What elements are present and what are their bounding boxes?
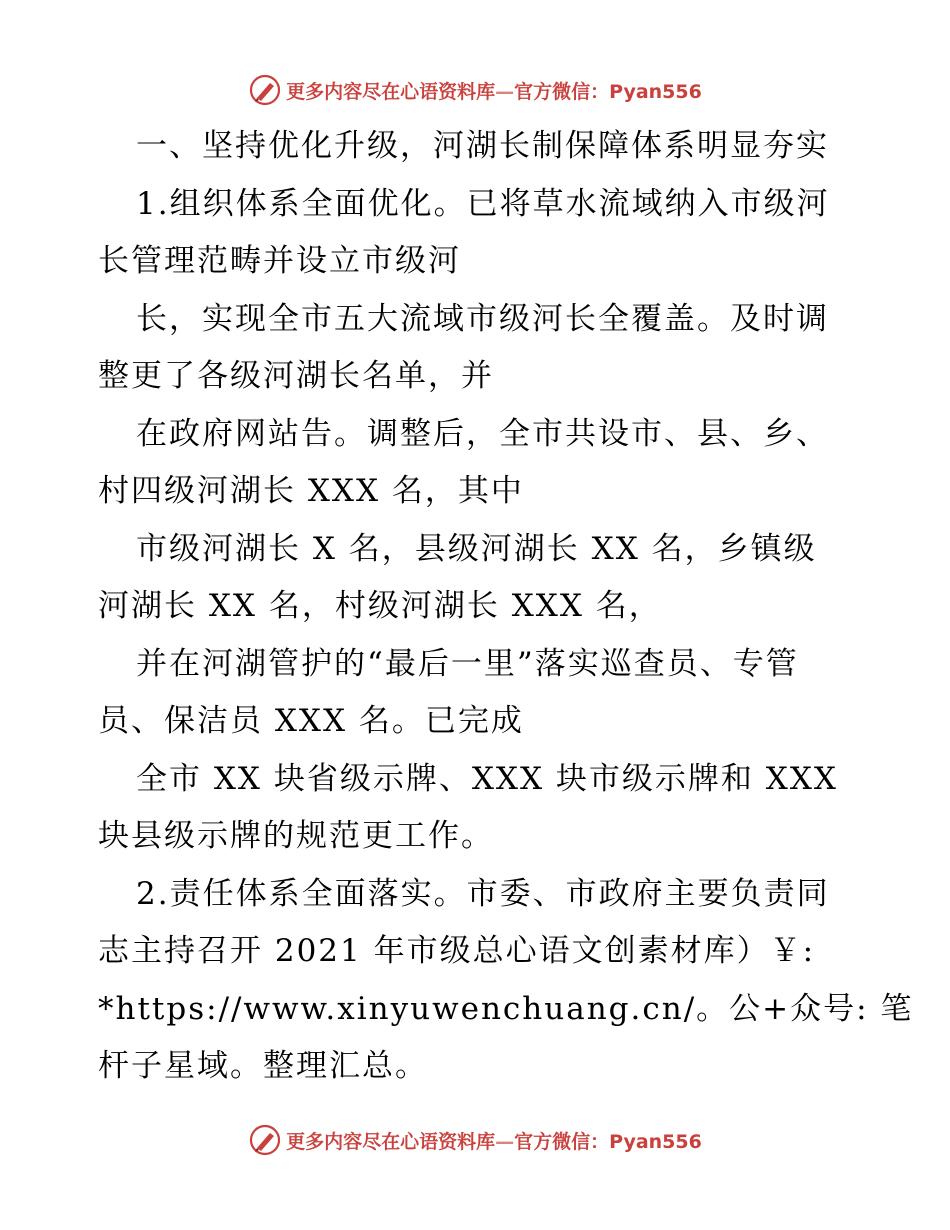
header-watermark-banner [0,70,950,110]
paragraph-line: *https://www.xinyuwenchuang.cn/。公+众号: 笔 [98,990,914,1027]
paragraph-line: 杆子星域。整理汇总。 [98,1048,428,1084]
paragraph-line: 志主持召开 2021 年市级总心语文创素材库）￥: [98,933,816,969]
pen-logo-icon [248,73,282,107]
paragraph-line: 市级河湖长 X 名，县级河湖长 XX 名，乡镇级 [136,530,817,567]
paragraph-line: 整更了各级河湖长名单，并 [98,358,494,394]
paragraph-line: 2.责任体系全面落实。市委、市政府主要负责同 [136,875,830,912]
paragraph-line: 长，实现全市五大流域市级河长全覆盖。及时调 [136,300,829,337]
paragraph-line: 河湖长 XX 名，村级河湖长 XXX 名， [98,588,662,624]
paragraph-line: 村四级河湖长 XXX 名，其中 [98,473,524,509]
pen-logo-icon [248,1123,282,1157]
paragraph-line: 块县级示牌的规范更工作。 [98,818,494,854]
header-watermark-text [286,77,702,104]
document-body [98,118,914,1096]
header-watermark-separator: — [495,80,515,103]
paragraph-line: 在政府网站告。调整后，全市共设市、县、乡、 [136,415,829,452]
footer-watermark-banner [0,1120,950,1160]
paragraph-line: 并在河湖管护的“最后一里”落实巡查员、专管 [136,645,799,682]
paragraph-line: 1.组织体系全面优化。已将草水流域纳入市级河 [136,185,830,222]
footer-watermark-contact: 官方微信：Pyan556 [514,1130,702,1153]
footer-watermark-main: 更多内容尽在心语资料库 [286,1130,496,1153]
header-watermark-main: 更多内容尽在心语资料库 [286,80,496,103]
footer-watermark-separator: — [495,1130,515,1153]
paragraph-line: 一、坚持优化升级，河湖长制保障体系明显夯实 [136,128,829,164]
header-watermark-contact: 官方微信：Pyan556 [514,80,702,103]
paragraph-line: 长管理范畴并设立市级河 [98,243,461,279]
paragraph-line: 员、保洁员 XXX 名。已完成 [98,703,524,739]
footer-watermark-text [286,1127,702,1154]
paragraph-line: 全市 XX 块省级示牌、XXX 块市级示牌和 XXX [136,760,838,797]
